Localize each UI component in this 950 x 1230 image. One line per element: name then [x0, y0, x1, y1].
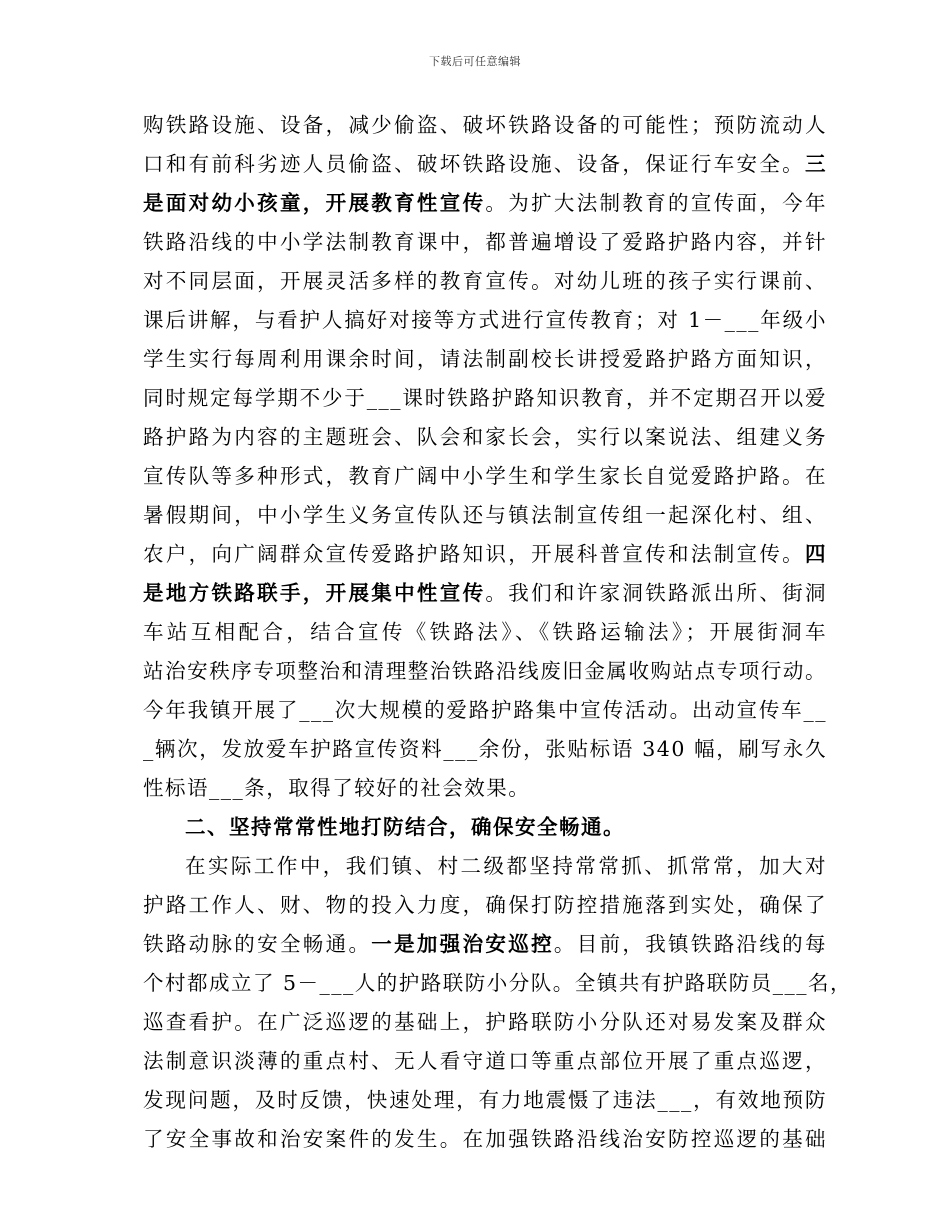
- bold-text-segment: 是地方铁路联手，开展集中性宣传: [143, 581, 486, 605]
- text-line: [143, 769, 827, 808]
- text-line: [143, 1120, 827, 1159]
- text-line: [143, 106, 827, 145]
- text-segment: 路护路为内容的主题班会、队会和家长会，实行以案说法、组建义务: [143, 425, 827, 449]
- text-line: [143, 730, 827, 769]
- text-segment: 发现问题，及时反馈，快速处理，有力地震慑了违法___，有效地预防: [143, 1088, 827, 1112]
- text-line: [143, 184, 827, 223]
- text-segment: 铁路动脉的安全畅通。: [143, 932, 372, 956]
- text-segment: 性标语___条，取得了较好的社会效果。: [143, 776, 531, 800]
- bold-text-segment: 三: [805, 152, 827, 176]
- text-segment: 。我们和许家洞铁路派出所、街洞: [485, 581, 828, 605]
- text-segment: 宣传队等多种形式，教育广阔中小学生和学生家长自觉爱路护路。在: [143, 464, 827, 488]
- text-line: [143, 1003, 827, 1042]
- text-segment: 学生实行每周利用课余时间，请法制副校长讲授爱路护路方面知识，: [143, 347, 827, 371]
- text-segment: 农户，向广阔群众宣传爱路护路知识，开展科普宣传和法制宣传。: [143, 542, 805, 566]
- text-line: [143, 613, 827, 652]
- document-body: [143, 106, 853, 1159]
- text-line: [143, 1081, 827, 1120]
- text-line: [143, 808, 827, 847]
- text-segment: 。目前，我镇铁路沿线的每: [553, 932, 828, 956]
- page-header: 下载后可任意编辑: [429, 55, 521, 68]
- text-segment: 。为扩大法制教育的宣传面，今年: [485, 191, 828, 215]
- text-segment: 了安全事故和治安案件的发生。在加强铁路沿线治安防控巡逻的基础: [143, 1127, 827, 1151]
- text-segment: 购铁路设施、设备，减少偷盗、破坏铁路设备的可能性；预防流动人: [143, 113, 827, 137]
- text-segment: 在实际工作中，我们镇、村二级都坚持常常抓、抓常常，加大对: [185, 854, 827, 878]
- text-line: [143, 925, 827, 964]
- text-segment: 今年我镇开展了___次大规模的爱路护路集中宣传活动。出动宣传车__: [143, 698, 827, 722]
- text-segment: 站治安秩序专项整治和清理整治铁路沿线废旧金属收购站点专项行动。: [143, 659, 827, 683]
- text-segment: 对不同层面，开展灵活多样的教育宣传。对幼儿班的孩子实行课前、: [143, 269, 827, 293]
- bold-text-segment: 一是加强治安巡控: [371, 932, 554, 956]
- text-segment: 暑假期间，中小学生义务宣传队还与镇法制宣传组一起深化村、组、: [143, 503, 827, 527]
- bold-text-segment: 是面对幼小孩童，开展教育性宣传: [143, 191, 486, 215]
- text-line: [143, 340, 827, 379]
- text-line: [143, 301, 827, 340]
- text-line: [143, 574, 827, 613]
- text-line: [143, 1042, 827, 1081]
- text-segment: 巡查看护。在广泛巡逻的基础上，护路联防小分队还对易发案及群众: [143, 1010, 827, 1034]
- text-segment: 课后讲解，与看护人搞好对接等方式进行宣传教育；对 1－___年级小: [143, 308, 827, 332]
- text-line: [143, 886, 827, 925]
- text-line: [143, 418, 827, 457]
- text-segment: 个村都成立了 5－___人的护路联防小分队。全镇共有护路联防员___名，: [143, 971, 853, 995]
- text-line: [143, 457, 827, 496]
- text-line: [143, 691, 827, 730]
- text-line: [143, 535, 827, 574]
- text-line: [143, 145, 827, 184]
- text-line: [143, 379, 827, 418]
- text-segment: 口和有前科劣迹人员偷盗、破坏铁路设施、设备，保证行车安全。: [143, 152, 805, 176]
- bold-text-segment: 二、坚持常常性地打防结合，确保安全畅通。: [185, 815, 625, 839]
- text-line: [143, 223, 827, 262]
- text-line: [143, 262, 827, 301]
- text-line: [143, 847, 827, 886]
- text-segment: 铁路沿线的中小学法制教育课中，都普遍增设了爱路护路内容，并针: [143, 230, 827, 254]
- text-segment: 同时规定每学期不少于___课时铁路护路知识教育，并不定期召开以爱: [143, 386, 827, 410]
- text-line: [143, 652, 827, 691]
- text-line: [143, 964, 853, 1003]
- bold-text-segment: 四: [805, 542, 827, 566]
- text-segment: 护路工作人、财、物的投入力度，确保打防控措施落到实处，确保了: [143, 893, 827, 917]
- text-segment: 车站互相配合，结合宣传《铁路法》、《铁路运输法》；开展街洞车: [143, 620, 827, 644]
- text-segment: _辆次，发放爱车护路宣传资料___余份，张贴标语 340 幅，刷写永久: [143, 737, 827, 761]
- text-line: [143, 496, 827, 535]
- text-segment: 法制意识淡薄的重点村、无人看守道口等重点部位开展了重点巡逻，: [143, 1049, 827, 1073]
